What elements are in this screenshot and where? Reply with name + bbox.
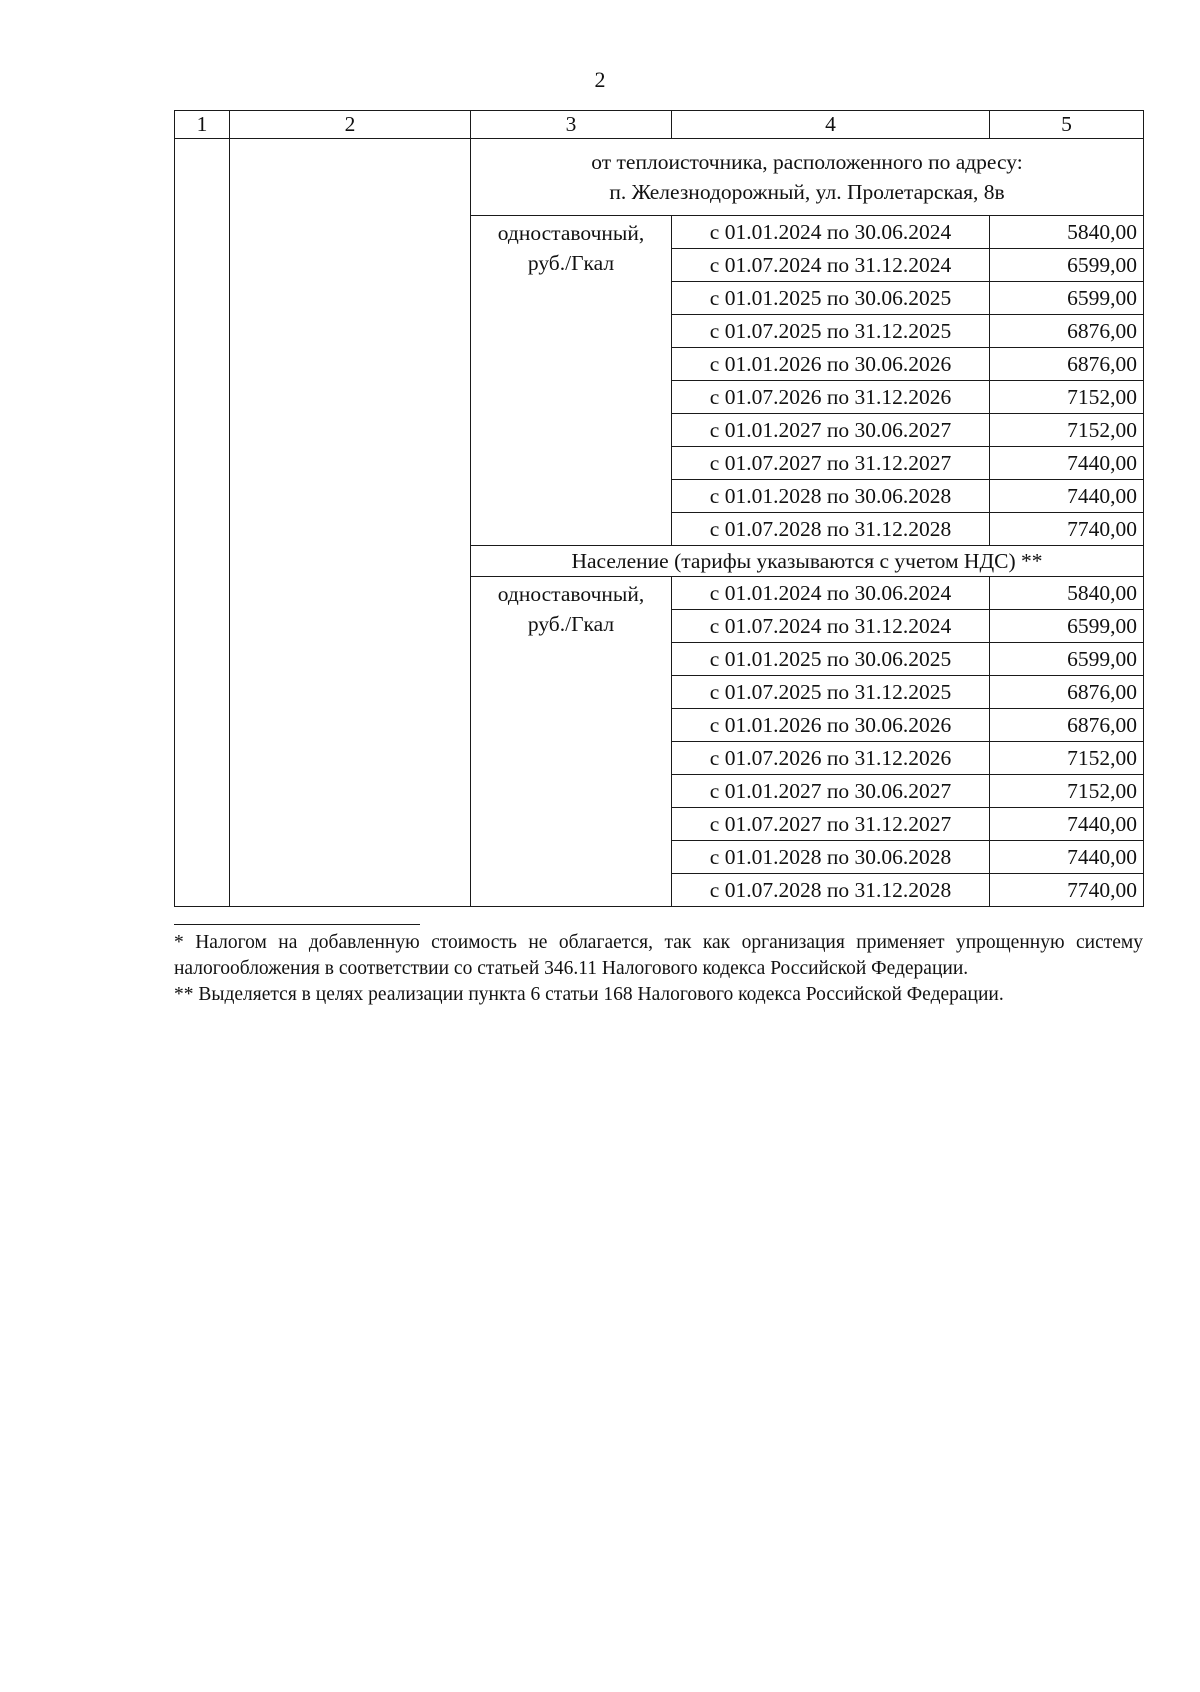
- period-cell: с 01.01.2025 по 30.06.2025: [672, 643, 990, 676]
- tariff-value-cell: 7440,00: [990, 841, 1144, 874]
- period-cell: с 01.07.2027 по 31.12.2027: [672, 447, 990, 480]
- tariff-value-cell: 5840,00: [990, 577, 1144, 610]
- period-cell: с 01.07.2026 по 31.12.2026: [672, 742, 990, 775]
- section-header-line: Население (тарифы указываются с учетом НДС) **: [571, 549, 1043, 573]
- column-number: 2: [230, 111, 471, 139]
- period-cell: с 01.01.2024 по 30.06.2024: [672, 216, 990, 249]
- tariff-value-cell: 6599,00: [990, 249, 1144, 282]
- footnote-vat-exempt: * Налогом на добавленную стоимость не облагается, так как организация применяет упрощенную систему налогообложения в соответствии со статьей 346.11 Налогового кодекса Российской Федерации.: [174, 932, 1143, 979]
- period-cell: с 01.01.2024 по 30.06.2024: [672, 577, 990, 610]
- tariff-value-cell: 7152,00: [990, 381, 1144, 414]
- tariff-value-cell: 7740,00: [990, 513, 1144, 546]
- rate-type-line: одноставочный,: [497, 221, 645, 245]
- period-cell: с 01.07.2026 по 31.12.2026: [672, 381, 990, 414]
- tariff-value-cell: 6599,00: [990, 610, 1144, 643]
- section-header-row: [175, 139, 1144, 216]
- tariff-value-cell: 5840,00: [990, 216, 1144, 249]
- tariff-value-cell: 6599,00: [990, 643, 1144, 676]
- tariff-value-cell: 7440,00: [990, 447, 1144, 480]
- tariff-value-cell: 7152,00: [990, 742, 1144, 775]
- period-cell: с 01.01.2028 по 30.06.2028: [672, 480, 990, 513]
- rate-type-cell: [471, 216, 672, 546]
- tariff-value-cell: 7740,00: [990, 874, 1144, 907]
- section-header-line: п. Железнодорожный, ул. Пролетарская, 8в: [609, 180, 1005, 204]
- rate-type-cell: [471, 577, 672, 907]
- section-header: [471, 546, 1144, 577]
- column-number: 4: [672, 111, 990, 139]
- period-cell: с 01.07.2027 по 31.12.2027: [672, 808, 990, 841]
- tariff-value-cell: 6876,00: [990, 348, 1144, 381]
- column-number: 3: [471, 111, 672, 139]
- footnotes: [174, 930, 1143, 1008]
- column-2-cell: [230, 139, 471, 907]
- footnote-separator: [174, 924, 420, 925]
- page-number: 2: [594, 67, 606, 92]
- period-cell: с 01.07.2024 по 31.12.2024: [672, 610, 990, 643]
- tariff-value-cell: 7440,00: [990, 808, 1144, 841]
- period-cell: с 01.01.2026 по 30.06.2026: [672, 709, 990, 742]
- rate-type-line: руб./Гкал: [527, 251, 615, 275]
- column-1-cell: [175, 139, 230, 907]
- rate-type-line: руб./Гкал: [527, 612, 615, 636]
- section-header-line: от теплоисточника, расположенного по адресу:: [591, 150, 1023, 174]
- tariff-value-cell: 7152,00: [990, 414, 1144, 447]
- tariff-table: [174, 110, 1144, 907]
- tariff-value-cell: 7440,00: [990, 480, 1144, 513]
- period-cell: с 01.01.2027 по 30.06.2027: [672, 775, 990, 808]
- column-number: 1: [175, 111, 230, 139]
- period-cell: с 01.01.2026 по 30.06.2026: [672, 348, 990, 381]
- tariff-value-cell: 6876,00: [990, 676, 1144, 709]
- period-cell: с 01.01.2027 по 30.06.2027: [672, 414, 990, 447]
- period-cell: с 01.07.2025 по 31.12.2025: [672, 315, 990, 348]
- section-header: [471, 139, 1144, 216]
- tariff-value-cell: 6876,00: [990, 709, 1144, 742]
- rate-type-line: одноставочный,: [497, 582, 645, 606]
- column-number: 5: [990, 111, 1144, 139]
- period-cell: с 01.01.2028 по 30.06.2028: [672, 841, 990, 874]
- tariff-value-cell: 6876,00: [990, 315, 1144, 348]
- tariff-value-cell: 6599,00: [990, 282, 1144, 315]
- period-cell: с 01.01.2025 по 30.06.2025: [672, 282, 990, 315]
- tariff-table-body: [175, 111, 1144, 907]
- period-cell: с 01.07.2025 по 31.12.2025: [672, 676, 990, 709]
- period-cell: с 01.07.2024 по 31.12.2024: [672, 249, 990, 282]
- period-cell: с 01.07.2028 по 31.12.2028: [672, 513, 990, 546]
- footnote-vat-allocated: ** Выделяется в целях реализации пункта 6 статьи 168 Налогового кодекса Российской Федерации.: [174, 984, 1004, 1005]
- column-number-row: [175, 111, 1144, 139]
- tariff-value-cell: 7152,00: [990, 775, 1144, 808]
- period-cell: с 01.07.2028 по 31.12.2028: [672, 874, 990, 907]
